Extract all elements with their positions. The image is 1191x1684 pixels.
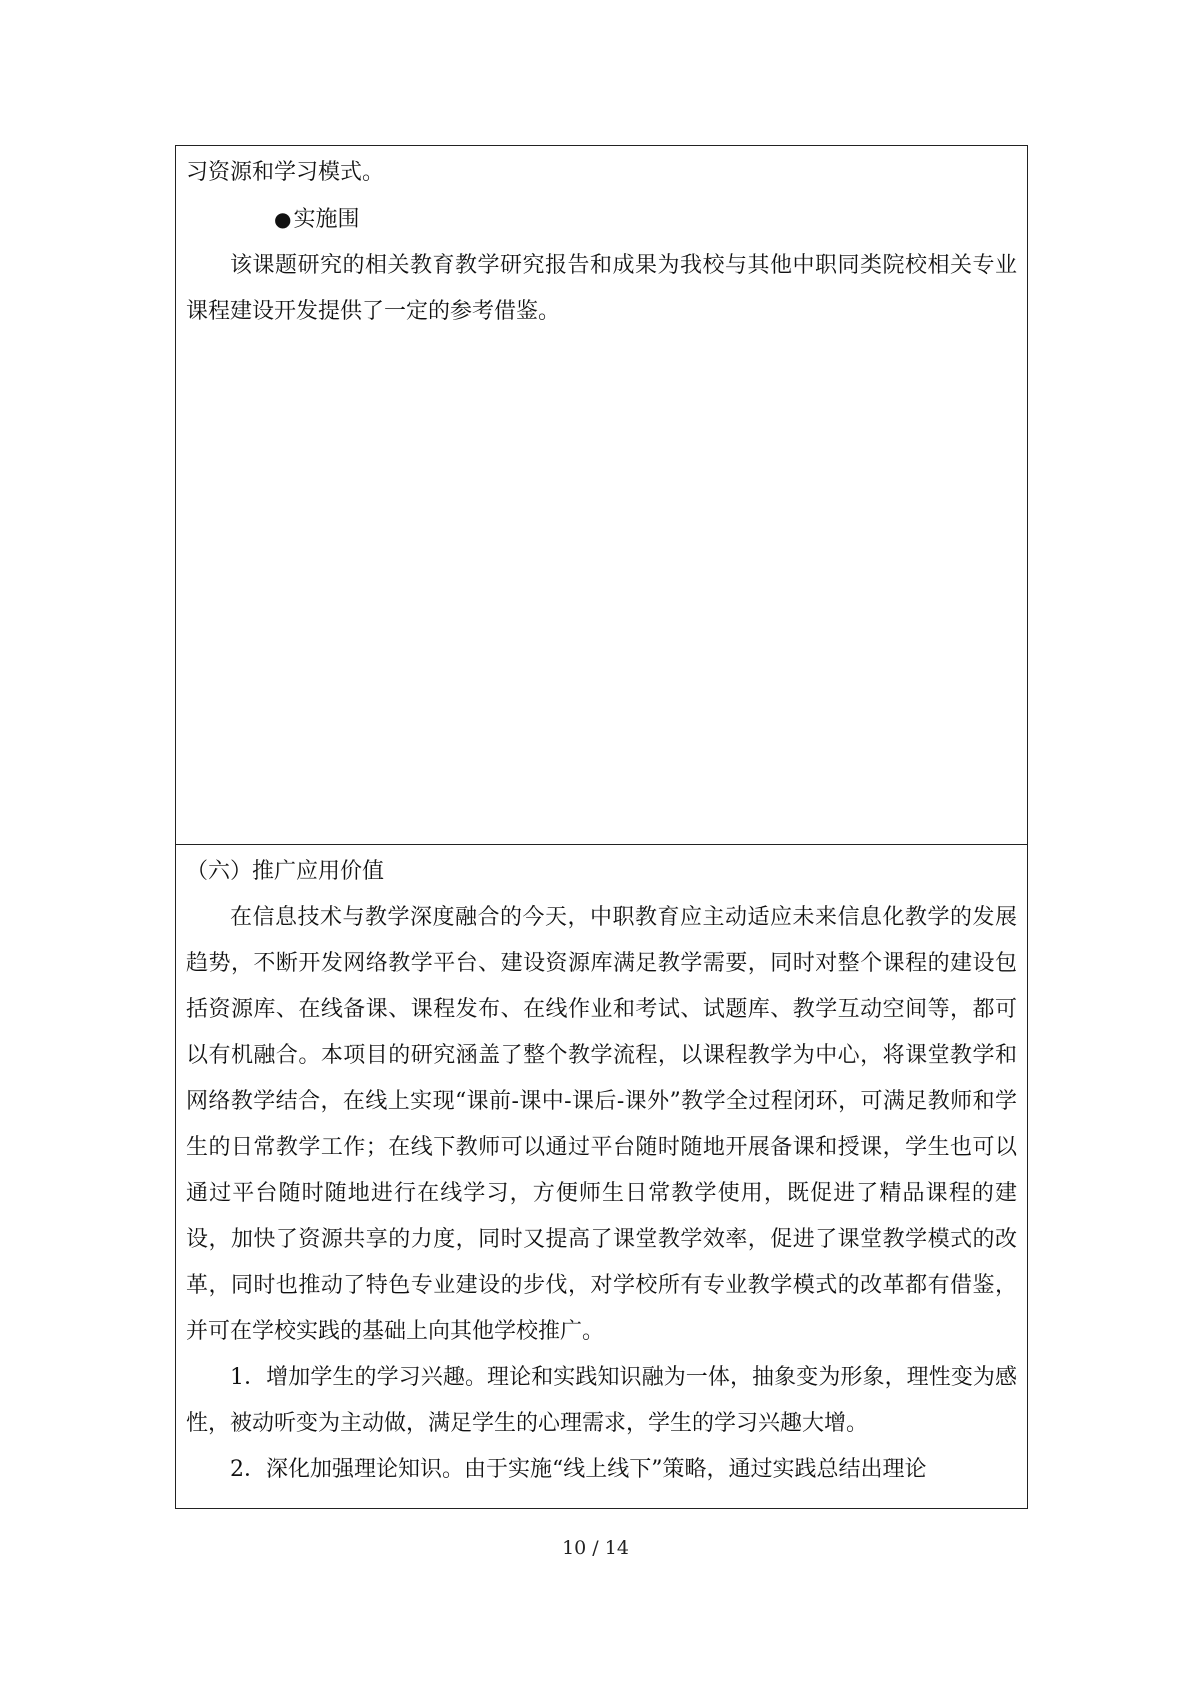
scope-paragraph: 该课题研究的相关教育教学研究报告和成果为我校与其他中职同类院校相关专业课程建设开发提供了一定的参考借鉴。 bbox=[186, 253, 1017, 324]
bullet-dot-icon: ● bbox=[274, 207, 292, 231]
promotion-value-cell bbox=[176, 845, 1027, 1508]
bullet-heading-text: 实施围 bbox=[293, 207, 360, 232]
content-table bbox=[175, 145, 1028, 1509]
implementation-scope-cell bbox=[176, 146, 1027, 845]
bullet-heading bbox=[186, 196, 1017, 243]
section-heading: （六）推广应用价值 bbox=[186, 859, 385, 884]
list-item-1: 1．增加学生的学习兴趣。理论和实践知识融为一体，抽象变为形象，理性变为感性，被动听变为主动做，满足学生的心理需求，学生的学习兴趣大增。 bbox=[186, 1365, 1017, 1436]
continued-paragraph: 习资源和学习模式。 bbox=[186, 160, 385, 185]
page-number: 10 / 14 bbox=[562, 1537, 629, 1559]
list-item-2: 2．深化加强理论知识。由于实施“线上线下”策略，通过实践总结出理论 bbox=[230, 1457, 927, 1482]
promotion-paragraph: 在信息技术与教学深度融合的今天，中职教育应主动适应未来信息化教学的发展趋势，不断开发网络教学平台、建设资源库满足教学需要，同时对整个课程的建设包括资源库、在线备课、课程发布、在线作业和考试、试题库、教学互动空间等，都可以有机融合。本项目的研究涵盖了整个教学流程，以课程教学为中心，将课堂教学和网络教学结合，在线上实现“课前-课中-课后-课外”教学全过程闭环，可满足教师和学生的日常教学工作；在线下教师可以通过平台随时随地开展备课和授课，学生也可以通过平台随时随地进行在线学习，方便师生日常教学使用，既促进了精品课程的建设，加快了资源共享的力度，同时又提高了课堂教学效率，促进了课堂教学模式的改革，同时也推动了特色专业建设的步伐，对学校所有专业教学模式的改革都有借鉴，并可在学校实践的基础上向其他学校推广。 bbox=[186, 905, 1017, 1344]
